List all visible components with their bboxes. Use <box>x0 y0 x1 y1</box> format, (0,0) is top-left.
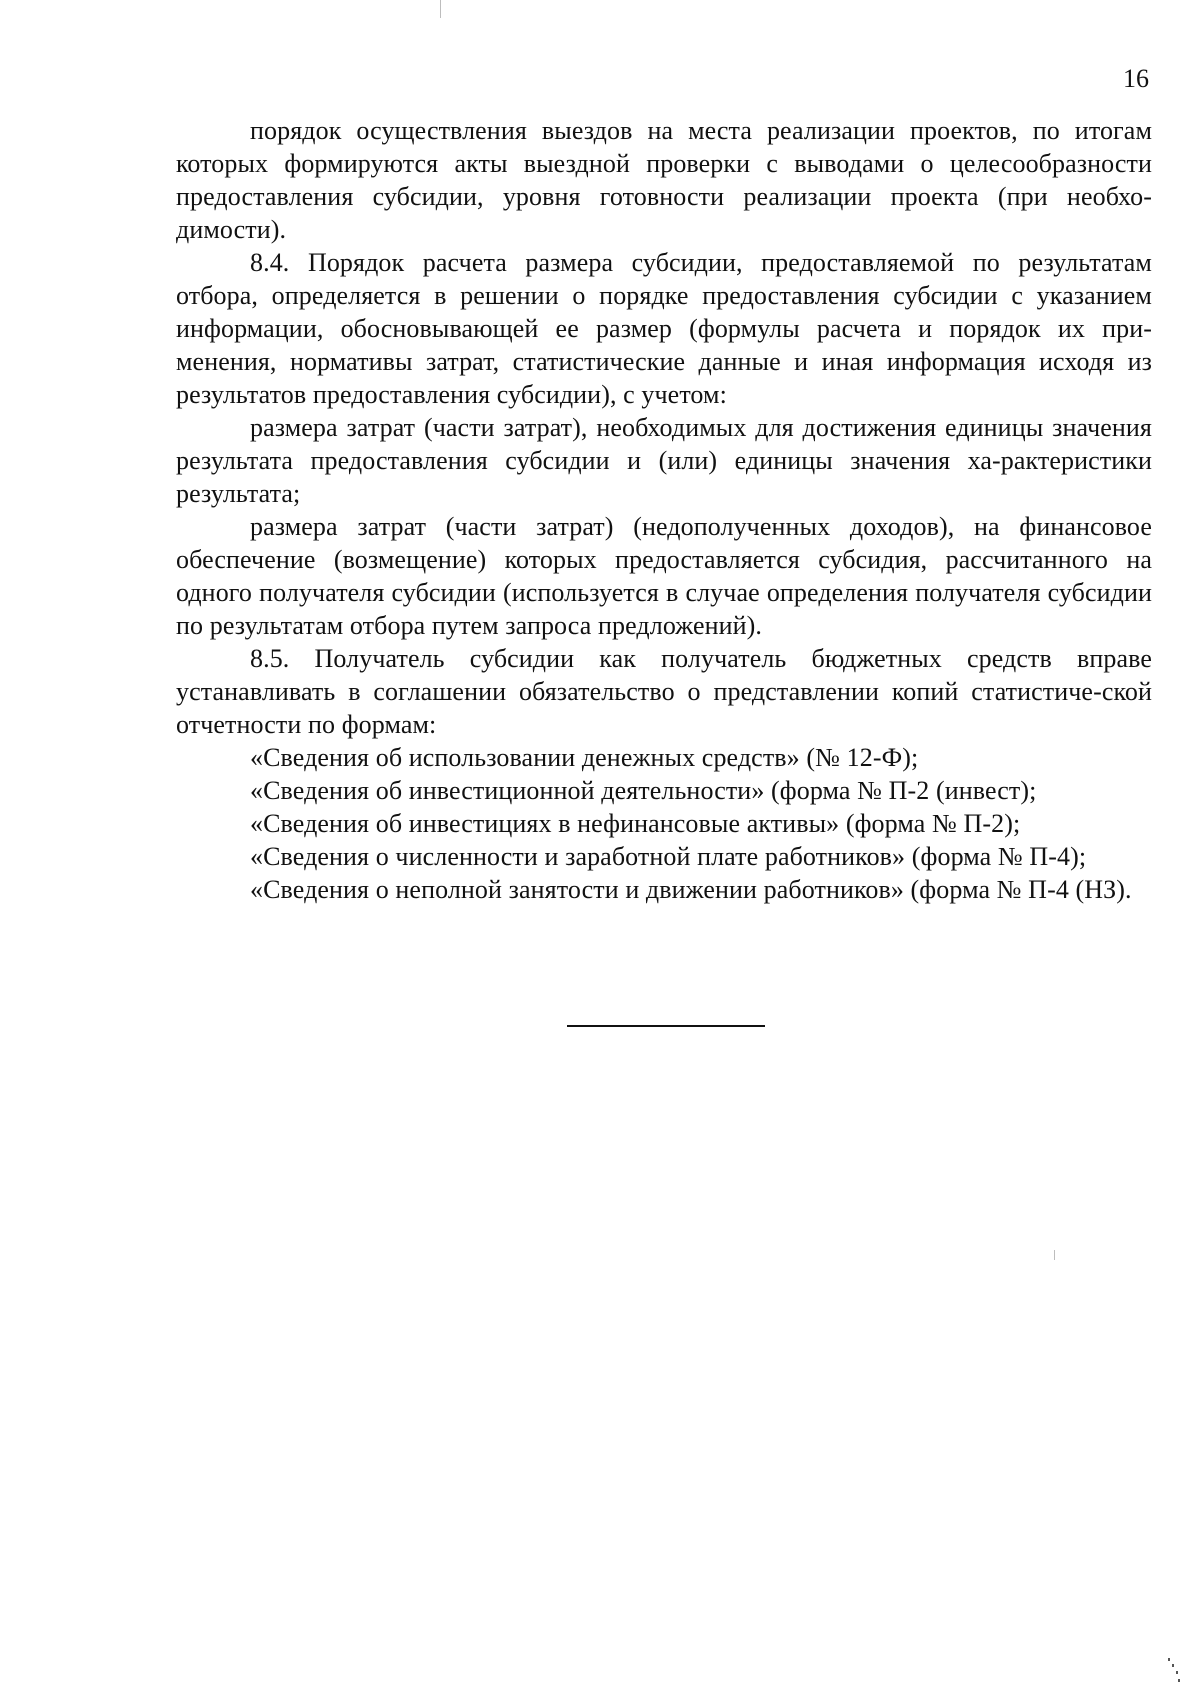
scan-mark-side <box>1054 1250 1055 1260</box>
scan-artifact-dots <box>1168 1658 1180 1684</box>
form-item-p-4: «Сведения о численности и заработной плате работников» (форма № П-4); <box>250 842 1087 871</box>
page-number: 16 <box>1123 64 1149 93</box>
scan-mark-top <box>440 0 441 18</box>
document-body <box>176 114 1152 906</box>
paragraph-8-5: 8.5. Получатель субсидии как получатель бюджетных средств вправе устанавливать в соглашении обязательство о представлении копий статистиче-ской отчетности по формам: <box>176 644 1152 739</box>
end-of-text-rule <box>567 1025 765 1027</box>
paragraph-site-visits: порядок осуществления выездов на места реализации проектов, по итогам которых формируются акты выездной проверки с выводами о целесообразности предоставления субсидии, уровня готовности реализации проекта (при необхо-димости). <box>176 116 1152 244</box>
paragraph-8-4: 8.4. Порядок расчета размера субсидии, предоставляемой по результатам отбора, определяется в решении о порядке предоставления субсидии с указанием информации, обосновывающей ее размер (формулы расчета и порядок их при-менения, нормативы затрат, статистические данные и иная информация исходя из результатов предоставления субсидии), с учетом: <box>176 248 1152 409</box>
form-item-p-2: «Сведения об инвестициях в нефинансовые активы» (форма № П-2); <box>250 809 1021 838</box>
form-item-p-2-invest: «Сведения об инвестиционной деятельности» (форма № П-2 (инвест); <box>250 776 1037 805</box>
form-item-12-f: «Сведения об использовании денежных средств» (№ 12-Ф); <box>250 743 919 772</box>
form-item-p-4-nz: «Сведения о неполной занятости и движении работников» (форма № П-4 (НЗ). <box>250 875 1132 904</box>
paragraph-cost-per-recipient: размера затрат (части затрат) (недополученных доходов), на финансовое обеспечение (возмещение) которых предоставляется субсидия, рассчитанного на одного получателя субсидии (используется в случае определения получателя субсидии по результатам отбора путем запроса предложений). <box>176 512 1152 640</box>
paragraph-cost-per-result-unit: размера затрат (части затрат), необходимых для достижения единицы значения результата предоставления субсидии и (или) единицы значения ха-рактеристики результата; <box>176 413 1152 508</box>
